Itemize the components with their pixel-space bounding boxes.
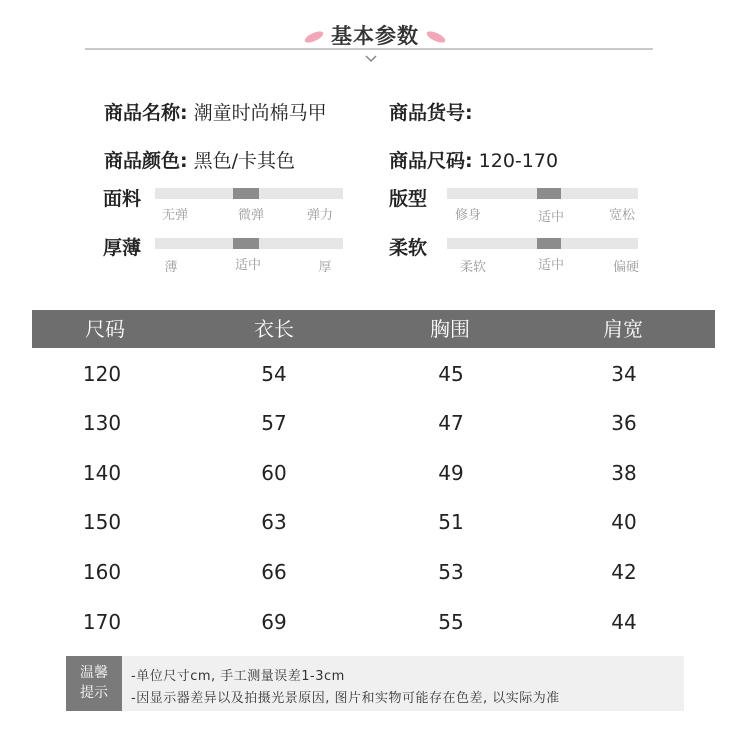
attr-knob-thickness <box>233 238 259 249</box>
table-header-cell: 尺码 <box>85 317 125 341</box>
table-cell: 66 <box>261 560 287 584</box>
product-color-value: 黑色/卡其色 <box>193 150 296 172</box>
table-header-cell: 衣长 <box>254 317 294 341</box>
table-cell: 36 <box>611 411 637 435</box>
attr-label-thickness: 厚薄 <box>103 237 142 259</box>
size-table-header <box>32 310 715 348</box>
table-cell: 160 <box>82 560 122 584</box>
attr-tick: 适中 <box>537 210 564 225</box>
notes-tag <box>66 656 122 711</box>
table-cell: 40 <box>611 510 637 534</box>
table-cell: 47 <box>438 411 464 435</box>
table-cell: 57 <box>261 411 287 435</box>
table-cell: 49 <box>438 461 464 485</box>
attr-tick: 弹力 <box>306 208 333 223</box>
product-sku-label: 商品货号: <box>389 102 473 124</box>
attr-tick: 柔软 <box>459 260 486 275</box>
table-cell: 44 <box>611 610 637 634</box>
table-cell: 53 <box>438 560 464 584</box>
table-row <box>0 509 750 535</box>
attr-tick: 适中 <box>234 258 261 273</box>
table-row <box>0 361 750 387</box>
table-cell: 51 <box>438 510 464 534</box>
table-header-cell: 肩宽 <box>603 317 643 341</box>
product-sku-row <box>389 98 473 125</box>
note-line: -因显示器差异以及拍摄光景原因, 图片和实物可能存在色差, 以实际为准 <box>131 691 560 706</box>
product-color-row <box>104 146 295 173</box>
attr-label-fit: 版型 <box>389 188 428 210</box>
petal-decoration-icon <box>302 28 326 46</box>
section-title-text: 基本参数 <box>331 24 419 48</box>
table-cell: 130 <box>82 411 122 435</box>
table-cell: 69 <box>261 610 287 634</box>
attr-tick: 微弹 <box>237 208 264 223</box>
product-size-row <box>389 146 558 173</box>
table-cell: 170 <box>82 610 122 634</box>
table-row <box>0 460 750 486</box>
attr-knob-fabric <box>233 188 259 199</box>
petal-decoration-icon <box>424 28 448 46</box>
table-cell: 150 <box>82 510 122 534</box>
product-name-label: 商品名称: <box>104 102 188 124</box>
title-divider <box>85 48 653 50</box>
attr-tick: 薄 <box>164 260 178 275</box>
section-title <box>0 20 750 50</box>
table-header-cell: 胸围 <box>430 317 470 341</box>
attr-knob-fit <box>537 188 561 199</box>
table-row <box>0 559 750 585</box>
table-row <box>0 609 750 635</box>
product-size-label: 商品尺码: <box>389 150 473 172</box>
table-cell: 120 <box>82 362 122 386</box>
attr-tick: 宽松 <box>608 208 635 223</box>
chevron-down-icon <box>364 54 378 64</box>
table-cell: 60 <box>261 461 287 485</box>
attr-tick: 厚 <box>318 260 332 275</box>
notes-tag-line: 温馨 <box>80 665 108 681</box>
attr-tick: 偏硬 <box>612 260 639 275</box>
table-cell: 34 <box>611 362 637 386</box>
notes-tag-line: 提示 <box>80 685 108 701</box>
table-cell: 54 <box>261 362 287 386</box>
table-cell: 38 <box>611 461 637 485</box>
attr-label-fabric: 面料 <box>103 188 142 210</box>
product-color-label: 商品颜色: <box>104 150 188 172</box>
attr-knob-softness <box>537 238 561 249</box>
table-cell: 140 <box>82 461 122 485</box>
attr-label-softness: 柔软 <box>389 237 428 259</box>
attr-tick: 适中 <box>537 258 564 273</box>
note-line: -单位尺寸cm, 手工测量误差1-3cm <box>131 669 345 684</box>
table-cell: 45 <box>438 362 464 386</box>
product-name-value: 潮童时尚棉马甲 <box>193 102 327 124</box>
table-cell: 63 <box>261 510 287 534</box>
attr-tick: 修身 <box>454 208 481 223</box>
product-name-row <box>104 98 327 125</box>
attr-tick: 无弹 <box>161 208 188 223</box>
table-cell: 55 <box>438 610 464 634</box>
product-size-value: 120-170 <box>478 150 559 172</box>
table-cell: 42 <box>611 560 637 584</box>
table-row <box>0 410 750 436</box>
